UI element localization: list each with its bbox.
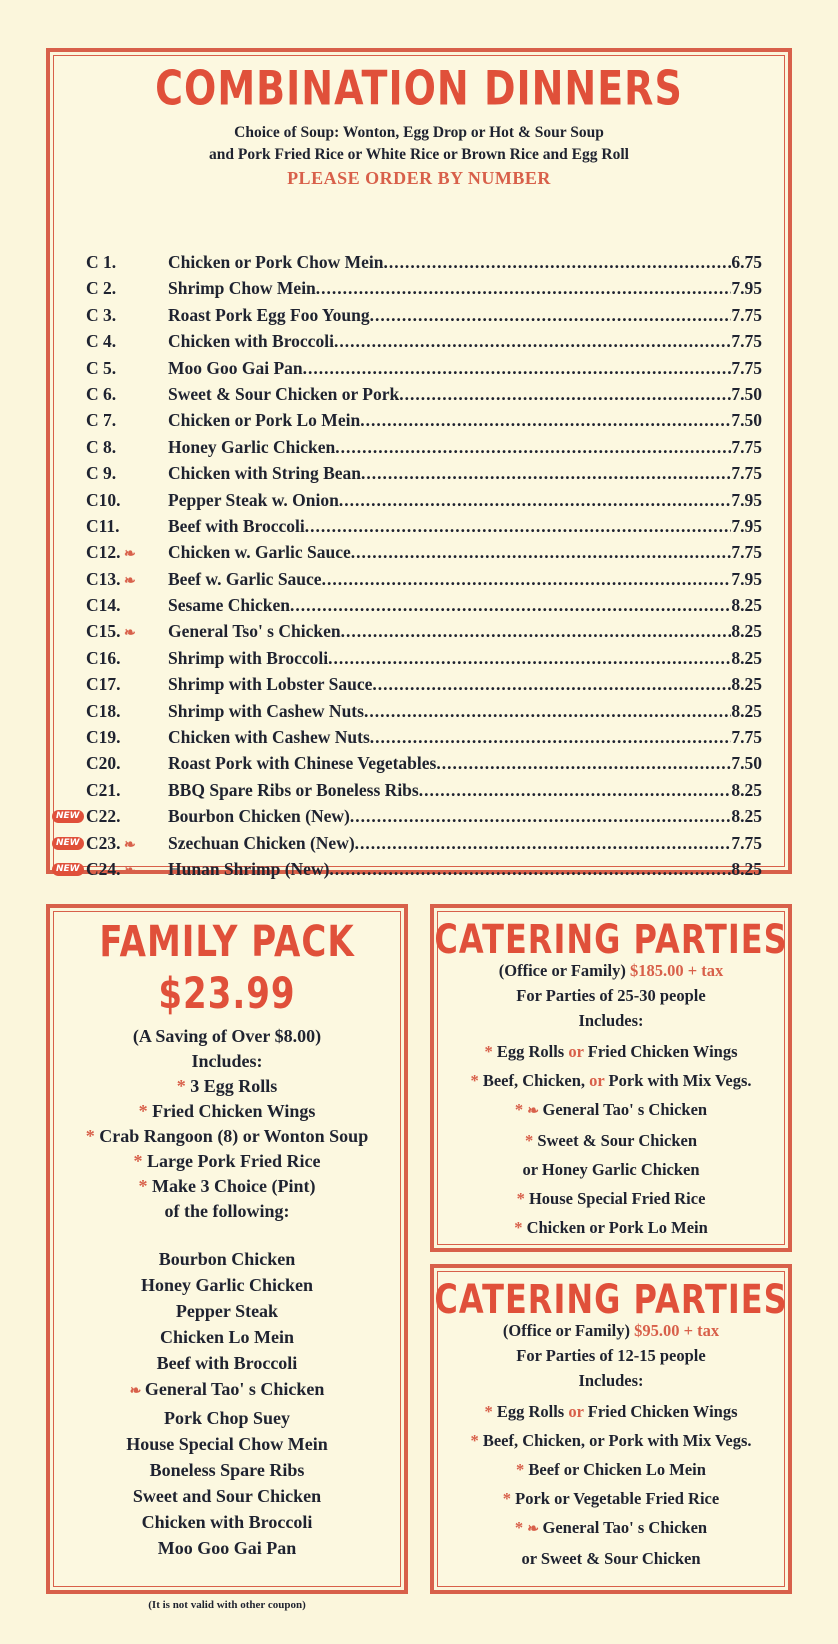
asterisk-icon: * [524, 1131, 538, 1150]
menu-item-code: C 3. [86, 304, 117, 325]
catering-item-text: General Tao' s Chicken [542, 1100, 708, 1119]
menu-item-price: 8.25 [731, 621, 762, 642]
menu-item-line [168, 750, 762, 776]
menu-item-name: Roast Pork with Chinese Vegetables [168, 753, 437, 774]
menu-item-code: C12. ❧ [86, 542, 136, 563]
catering-who: (Office or Family) [498, 961, 626, 980]
family-pack-choice-text: Pepper Steak [175, 1301, 279, 1321]
menu-item-code: C 2. [86, 278, 117, 299]
catering-parties-small-panel [430, 1264, 792, 1594]
menu-row [86, 566, 762, 592]
family-pack-choice-text: Pork Chop Suey [163, 1408, 291, 1428]
family-pack-choice-text: Boneless Spare Ribs [149, 1460, 305, 1480]
asterisk-icon: * [85, 1126, 100, 1146]
menu-row [86, 724, 762, 750]
menu-row [86, 302, 762, 328]
menu-item-code: C 7. [86, 410, 117, 431]
catering-price: $95.00 + tax [634, 1321, 720, 1340]
catering-item [434, 1544, 788, 1573]
menu-row [86, 618, 762, 644]
menu-item-code: C 1. [86, 252, 117, 272]
catering-item [434, 1126, 788, 1155]
family-pack-choice-text: Honey Garlic Chicken [141, 1275, 313, 1295]
menu-item-line [168, 381, 762, 407]
menu-item-code: C17. [86, 674, 121, 695]
combo-menu-list [56, 249, 762, 882]
catering-item [434, 1184, 788, 1213]
family-pack-item [50, 1149, 404, 1174]
family-pack-saving: (A Saving of Over $8.00) [132, 1026, 322, 1046]
family-pack-choice-text: Sweet and Sour Chicken [132, 1486, 322, 1506]
catering-items [434, 1037, 788, 1242]
menu-item-code: C 8. [86, 436, 117, 457]
family-pack-choice [50, 1246, 404, 1272]
menu-item-line [168, 698, 762, 724]
menu-row [86, 592, 762, 618]
family-pack-item [50, 1074, 404, 1099]
catering-includes: Includes: [578, 1011, 644, 1030]
asterisk-icon: * [138, 1176, 153, 1196]
dot-leader [364, 698, 731, 724]
asterisk-icon: * [470, 1431, 483, 1450]
menu-row [86, 355, 762, 381]
asterisk-icon: * [470, 1071, 483, 1090]
menu-item-price: 7.50 [731, 383, 762, 404]
family-pack-choice [50, 1509, 404, 1535]
menu-item-code: C11. [86, 515, 120, 536]
menu-item-line [168, 302, 762, 328]
dot-leader [370, 724, 732, 750]
menu-item-name: Sweet & Sour Chicken or Pork [168, 383, 400, 404]
family-pack-choice [50, 1431, 404, 1457]
menu-item-name: Honey Garlic Chicken [168, 436, 336, 457]
catering-item [434, 1155, 788, 1184]
dot-leader [339, 487, 732, 513]
menu-item-code: C20. [86, 753, 121, 774]
catering-item [434, 1066, 788, 1095]
menu-item-line [168, 830, 762, 856]
dot-leader [351, 539, 732, 565]
combo-rice-choice: and Pork Fried Rice or White Rice or Brown Rice and Egg Roll [209, 146, 629, 163]
family-pack-item-text: 3 Egg Rolls [190, 1076, 278, 1096]
family-pack-choice-text: Beef with Broccoli [156, 1353, 298, 1373]
family-pack-title: FAMILY PACK [99, 917, 355, 967]
menu-item-line [168, 434, 762, 460]
asterisk-icon: * [516, 1189, 529, 1208]
asterisk-icon: * [516, 1460, 529, 1479]
menu-item-price: 7.75 [731, 727, 762, 748]
menu-row [86, 249, 762, 275]
combination-dinners-panel [46, 48, 792, 879]
menu-row [56, 803, 762, 829]
menu-item-code: C10. [86, 489, 121, 510]
family-pack-choice [50, 1272, 404, 1298]
asterisk-icon: * [514, 1518, 528, 1537]
order-by-number-note: PLEASE ORDER BY NUMBER [287, 168, 551, 188]
menu-item-line [168, 671, 762, 697]
family-pack-item-text: Fried Chicken Wings [152, 1101, 316, 1121]
menu-item-name: Chicken w. Garlic Sauce [168, 542, 351, 563]
menu-item-line [168, 856, 762, 882]
menu-item-price: 7.75 [731, 304, 762, 325]
menu-item-price: 8.25 [731, 779, 762, 800]
menu-item-price: 7.50 [731, 753, 762, 774]
menu-item-price: 7.50 [731, 410, 762, 431]
catering-item-text: House Special Fried Rice [528, 1189, 706, 1208]
menu-row [86, 487, 762, 513]
family-pack-item-text: Large Pork Fried Rice [147, 1151, 321, 1171]
asterisk-icon: * [176, 1076, 191, 1096]
family-pack-choices [50, 1246, 404, 1561]
chili-pepper-icon: ❧ [120, 573, 136, 589]
catering-item-or: or [564, 1042, 588, 1061]
menu-item-price: 7.95 [731, 515, 762, 536]
family-pack-item-text: Make 3 Choice (Pint) [152, 1176, 316, 1196]
catering-item-text: or Honey Garlic Chicken [522, 1160, 700, 1179]
menu-item-name: Chicken or Pork Chow Mein [168, 252, 384, 272]
menu-item-line [168, 328, 762, 354]
menu-item-name: Shrimp with Broccoli [168, 647, 329, 668]
catering-item [434, 1213, 788, 1242]
menu-item-code: C24. ❧ [86, 858, 136, 879]
catering-item-text: Fried Chicken Wings [587, 1042, 738, 1061]
dot-leader [372, 671, 731, 697]
menu-item-price: 6.75 [731, 252, 762, 272]
menu-row [86, 671, 762, 697]
family-pack-choice-text: Moo Goo Gai Pan [157, 1538, 297, 1558]
menu-item-code: C 6. [86, 383, 117, 404]
catering-item [434, 1095, 788, 1126]
dot-leader [305, 513, 732, 539]
menu-item-line [168, 803, 762, 829]
chili-pepper-icon: ❧ [527, 1104, 543, 1119]
catering-includes: Includes: [578, 1371, 644, 1390]
menu-item-name: Roast Pork Egg Foo Young [168, 304, 370, 325]
menu-item-price: 8.25 [731, 647, 762, 668]
catering-item [434, 1037, 788, 1066]
menu-item-line [168, 777, 762, 803]
dot-leader [360, 407, 731, 433]
menu-item-code: C22. [86, 806, 121, 827]
menu-item-line [168, 539, 762, 565]
menu-item-price: 7.95 [731, 278, 762, 299]
menu-row [86, 513, 762, 539]
menu-item-price: 7.75 [731, 542, 762, 563]
family-pack-choice [50, 1376, 404, 1405]
menu-row [86, 407, 762, 433]
catering-item-text: Beef, Chicken, or Pork with Mix Vegs. [482, 1431, 752, 1450]
menu-row [86, 434, 762, 460]
dot-leader [341, 618, 732, 644]
family-pack-item [50, 1174, 404, 1199]
catering-title: CATERING PARTIES [434, 915, 788, 963]
dot-leader [384, 249, 732, 275]
menu-item-line [168, 275, 762, 301]
menu-item-price: 7.75 [731, 331, 762, 352]
asterisk-icon: * [484, 1042, 497, 1061]
menu-item-name: General Tso' s Chicken [168, 621, 341, 642]
combo-soup-choice: Choice of Soup: Wonton, Egg Drop or Hot & Sour Soup [234, 124, 604, 141]
catering-item-text: Egg Rolls [496, 1042, 565, 1061]
asterisk-icon: * [514, 1100, 528, 1119]
family-pack-item [50, 1099, 404, 1124]
menu-item-price: 8.25 [731, 806, 762, 827]
family-pack-choice [50, 1350, 404, 1376]
catering-title: CATERING PARTIES [434, 1275, 788, 1323]
catering-item-text: Beef or Chicken Lo Mein [528, 1460, 706, 1479]
menu-item-price: 7.75 [731, 436, 762, 457]
menu-item-line [168, 355, 762, 381]
menu-item-price: 8.25 [731, 674, 762, 695]
asterisk-icon: * [133, 1151, 148, 1171]
catering-item-text: General Tao' s Chicken [542, 1518, 708, 1537]
family-pack-price: $23.99 [158, 969, 296, 1019]
menu-item-code: C15. ❧ [86, 621, 136, 642]
dot-leader [335, 434, 731, 460]
menu-item-line [168, 249, 762, 275]
menu-item-code: C18. [86, 700, 121, 721]
family-pack-choice [50, 1457, 404, 1483]
menu-item-code: C16. [86, 647, 121, 668]
chili-pepper-icon: ❧ [120, 837, 136, 853]
catering-item [434, 1426, 788, 1455]
dot-leader [370, 302, 732, 328]
dot-leader [399, 381, 731, 407]
dot-leader [350, 803, 732, 829]
menu-item-line [168, 407, 762, 433]
menu-row [56, 830, 762, 856]
menu-item-price: 7.75 [731, 832, 762, 853]
chili-pepper-icon: ❧ [120, 547, 136, 563]
family-pack-choice [50, 1535, 404, 1561]
menu-row [86, 645, 762, 671]
asterisk-icon: * [514, 1218, 527, 1237]
chili-pepper-icon: ❧ [129, 1384, 145, 1399]
menu-item-name: Shrimp Chow Mein [168, 278, 316, 299]
menu-item-name: BBQ Spare Ribs or Boneless Ribs [168, 779, 419, 800]
catering-item-text: Fried Chicken Wings [587, 1402, 738, 1421]
asterisk-icon: * [484, 1402, 497, 1421]
menu-item-line [168, 618, 762, 644]
dot-leader [361, 460, 731, 486]
family-pack-choice-text: Bourbon Chicken [158, 1249, 296, 1269]
catering-price: $185.00 + tax [629, 961, 724, 980]
menu-item-name: Chicken with Broccoli [168, 331, 334, 352]
menu-row [86, 539, 762, 565]
dot-leader [328, 645, 731, 671]
dot-leader [334, 328, 731, 354]
menu-item-name: Moo Goo Gai Pan [168, 357, 303, 378]
catering-item-text: Pork with Mix Vegs. [608, 1071, 752, 1090]
menu-item-line [168, 566, 762, 592]
menu-item-price: 8.25 [731, 858, 762, 879]
menu-row [86, 460, 762, 486]
menu-row [86, 777, 762, 803]
menu-item-price: 8.25 [731, 700, 762, 721]
catering-parties-large-panel [430, 904, 792, 1252]
catering-item-or: or [564, 1402, 588, 1421]
menu-item-name: Bourbon Chicken (New) [168, 806, 350, 827]
asterisk-icon: * [502, 1489, 516, 1508]
catering-item [434, 1397, 788, 1426]
menu-item-price: 8.25 [731, 595, 762, 616]
chili-pepper-icon: ❧ [527, 1522, 543, 1537]
family-pack-item-text: Crab Rangoon (8) or Wonton Soup [99, 1126, 369, 1146]
combination-dinners-title: COMBINATION DINNERS [155, 60, 683, 116]
family-pack-choice-text: General Tao' s Chicken [144, 1379, 325, 1399]
menu-item-name: Sesame Chicken [168, 595, 291, 616]
menu-row [56, 856, 762, 882]
menu-item-name: Szechuan Chicken (New) [168, 832, 355, 853]
family-pack-item [50, 1124, 404, 1149]
menu-item-name: Beef w. Garlic Sauce [168, 568, 322, 589]
dot-leader [419, 777, 732, 803]
menu-item-code: C 9. [86, 463, 117, 484]
new-badge: NEW [52, 863, 84, 876]
menu-item-name: Beef with Broccoli [168, 515, 305, 536]
dot-leader [322, 566, 732, 592]
menu-row [86, 328, 762, 354]
chili-pepper-icon: ❧ [120, 626, 136, 642]
family-pack-choice [50, 1483, 404, 1509]
menu-row [86, 381, 762, 407]
catering-item-text: Beef, Chicken, [482, 1071, 586, 1090]
dot-leader [290, 592, 731, 618]
menu-item-name: Hunan Shrimp (New) [168, 858, 330, 879]
catering-parties-size: For Parties of 25-30 people [516, 986, 706, 1005]
menu-item-code: C23. ❧ [86, 832, 136, 853]
family-pack-items [50, 1074, 404, 1199]
dot-leader [436, 750, 731, 776]
menu-item-line [168, 460, 762, 486]
menu-row [86, 275, 762, 301]
catering-item-text: Chicken or Pork Lo Mein [526, 1218, 708, 1237]
catering-item-text: Egg Rolls [496, 1402, 565, 1421]
menu-item-line [168, 513, 762, 539]
menu-item-line [168, 592, 762, 618]
menu-item-name: Chicken or Pork Lo Mein [168, 410, 361, 431]
family-pack-choice [50, 1324, 404, 1350]
catering-parties-size: For Parties of 12-15 people [516, 1346, 706, 1365]
menu-item-code: C19. [86, 727, 121, 748]
menu-item-price: 7.75 [731, 463, 762, 484]
dot-leader [316, 275, 732, 301]
catering-item-text: Sweet & Sour Chicken [537, 1131, 698, 1150]
asterisk-icon: * [138, 1101, 153, 1121]
menu-item-price: 7.95 [731, 489, 762, 510]
menu-item-line [168, 645, 762, 671]
chili-pepper-icon: ❧ [120, 863, 136, 879]
new-badge: NEW [52, 837, 84, 850]
family-pack-choice-text: Chicken Lo Mein [159, 1327, 294, 1347]
menu-row [86, 750, 762, 776]
menu-item-code: C13. ❧ [86, 568, 136, 589]
menu-item-name: Chicken with String Bean [168, 463, 362, 484]
dot-leader [329, 856, 731, 882]
menu-item-name: Chicken with Cashew Nuts [168, 727, 370, 748]
dot-leader [355, 830, 732, 856]
menu-item-price: 7.95 [731, 568, 762, 589]
menu-item-name: Shrimp with Cashew Nuts [168, 700, 364, 721]
catering-items [434, 1397, 788, 1573]
menu-item-code: C 5. [86, 357, 117, 378]
menu-item-code: C 4. [86, 331, 117, 352]
menu-item-code: C21. [86, 779, 121, 800]
menu-row [86, 698, 762, 724]
catering-who: (Office or Family) [502, 1321, 630, 1340]
catering-item [434, 1513, 788, 1544]
coupon-note: (It is not valid with other coupon) [148, 1599, 306, 1611]
menu-item-line [168, 487, 762, 513]
family-pack-includes: Includes: [191, 1051, 263, 1071]
catering-item-text: Pork or Vegetable Fried Rice [515, 1489, 720, 1508]
family-pack-choice-text: House Special Chow Mein [126, 1434, 328, 1454]
family-pack-choice [50, 1298, 404, 1324]
family-pack-choice-text: Chicken with Broccoli [141, 1512, 313, 1532]
menu-item-name: Shrimp with Lobster Sauce [168, 674, 373, 695]
menu-item-price: 7.75 [731, 357, 762, 378]
catering-item [434, 1455, 788, 1484]
catering-item-or: or [585, 1071, 609, 1090]
menu-item-line [168, 724, 762, 750]
menu-item-name: Pepper Steak w. Onion [168, 489, 339, 510]
family-pack-choice [50, 1405, 404, 1431]
menu-item-code: C14. [86, 595, 121, 616]
family-pack-following: of the following: [164, 1201, 290, 1221]
dot-leader [303, 355, 732, 381]
new-badge: NEW [52, 810, 84, 823]
family-pack-panel [46, 904, 408, 1611]
catering-item [434, 1484, 788, 1513]
catering-item-text: or Sweet & Sour Chicken [521, 1549, 701, 1568]
